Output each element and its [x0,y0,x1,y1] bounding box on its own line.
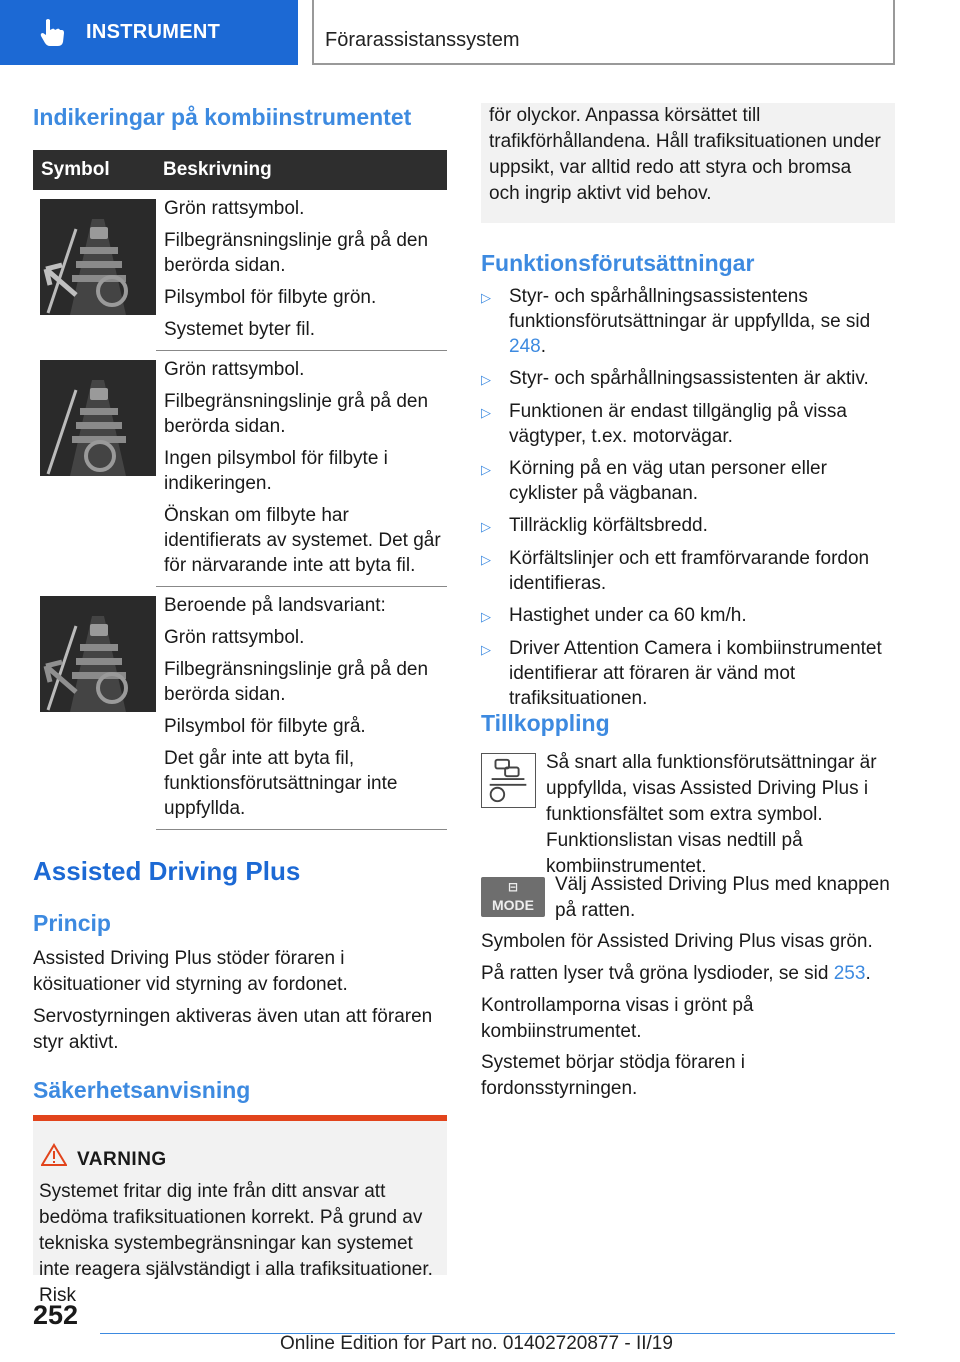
row-line: Det går inte att byta fil, funktionsförutsättningar inte uppfyllda. [164,748,398,819]
header-divider [312,63,895,65]
bullet-triangle-icon: ▷ [481,642,491,657]
warning-continuation [481,103,895,223]
main-heading: Assisted Driving Plus [33,856,301,886]
row-line: Ingen pilsymbol för filbyte i indikeringen. [164,448,388,494]
indicator-table [33,150,447,830]
page-link[interactable]: 253 [833,963,866,984]
warning-triangle-icon [41,1143,67,1167]
list-item: ▷ Funktionen är endast tillgänglig på vissa vägtyper, t.ex. motorvägar. [481,401,847,447]
row-line: Systemet byter fil. [164,319,315,340]
principle-text: Servostyrningen aktiveras även utan att föraren styr aktivt. [33,1006,433,1053]
warning-box [33,1115,447,1306]
list-item: ▷ Körning på en väg utan personer eller cyklister på vägbanan. [481,458,827,504]
switch-text: Symbolen för Assisted Driving Plus visas grön. [481,931,873,952]
bullet-triangle-icon: ▷ [481,462,491,477]
bullet-triangle-icon: ▷ [481,405,491,420]
row-line: Filbegränsningslinje grå på den berörda sidan. [164,391,429,437]
switch-text: Så snart alla funktionsförutsättningar är uppfyllda, visas Assisted Driving Plus i funktionsfältet som extra symbol. Funktionslistan visas nedtill på kombiinstrumentet. [546,752,877,877]
bullet-triangle-icon: ▷ [481,552,491,567]
list-item: ▷ Tillräcklig körfältsbredd. [481,513,895,539]
row-line: Filbegränsningslinje grå på den berörda sidan. [164,230,429,276]
row-line: Grön rattsymbol. [164,627,305,648]
table-heading: Indikeringar på kombiinstrumentet [33,104,412,130]
bullet-triangle-icon: ▷ [481,372,491,387]
bullet-triangle-icon: ▷ [481,609,491,624]
table-header [33,150,447,190]
row-line: Grön rattsymbol. [164,198,305,219]
warning-cont-text: för olyckor. Anpassa körsättet till trafikförhållandena. Håll trafiksituationen under uppsikt, var alltid redo att styra och bromsa och ingrip aktivt vid behov. [489,105,881,204]
table-row [33,351,447,587]
row-line: Grön rattsymbol. [164,359,305,380]
row-line: Filbegränsningslinje grå på den berörda sidan. [164,659,429,705]
row-line: Pilsymbol för filbyte grå. [164,716,366,737]
principle-heading: Princip [33,910,111,936]
switch-text: Systemet börjar stödja föraren i fordonsstyrningen. [481,1052,746,1099]
switch-text: Kontrollamporna visas i grönt på kombiinstrumentet. [481,995,754,1042]
list-item: ▷ Hastighet under ca 60 km/h. [481,603,895,629]
safety-heading: Säkerhetsanvisning [33,1077,251,1103]
row-divider [156,829,447,830]
list-item: ▷ Körfältslinjer och ett framförvarande fordon identifieras. [481,548,870,594]
col-symbol: Symbol [41,159,110,180]
requirements-list [481,284,895,718]
switch-text: Välj Assisted Driving Plus med knappen på ratten. [555,874,890,921]
hand-pointer-icon [38,18,66,48]
row-line: Önskan om filbyte har identifierats av systemet. Det går för närvarande inte att byta fil. [164,505,441,576]
lane-change-grey-arrow-icon [40,596,156,712]
warning-text: Systemet fritar dig inte från ditt ansvar att bedöma trafiksituationen korrekt. På grund av tekniska systembegränsningar kan systemet inte reagera självständigt i alla trafiksituationer. Risk [39,1181,433,1306]
col-description: Beskrivning [163,159,272,180]
row-line: Beroende på landsvariant: [164,595,386,616]
section-tab[interactable] [0,0,298,65]
header-divider [312,0,314,65]
page-link[interactable]: 248 [509,336,541,357]
warning-title: VARNING [77,1149,167,1170]
mode-button-icon: ⊟ MODE [481,877,545,917]
section-tab-label: INSTRUMENT [86,21,221,43]
table-row [33,587,447,830]
page-number: 252 [33,1300,79,1330]
table-row [33,190,447,351]
lane-change-identified-icon [40,360,156,476]
switch-text: På ratten lyser två gröna lysdioder, se sid 253. [481,963,871,984]
func-heading: Funktionsförutsättningar [481,250,755,276]
edition-text: Online Edition for Part no. 01402720877 - II/19 [280,1333,673,1354]
list-item: ▷ Styr- och spårhållningsassistentens funktionsförutsättningar är uppfyllda, se sid 248. [481,286,871,357]
bullet-triangle-icon: ▷ [481,519,491,534]
assisted-driving-icon [481,753,536,808]
list-item: ▷ Styr- och spårhållningsassistenten är aktiv. [481,366,895,392]
lane-change-green-arrow-icon [40,199,156,315]
header-divider [893,0,895,65]
bullet-triangle-icon: ▷ [481,290,491,305]
principle-text: Assisted Driving Plus stöder föraren i kösituationer vid styrning av fordonet. [33,948,348,995]
chapter-title: Förarassistanssystem [325,29,520,51]
mode-label: MODE [492,897,534,913]
row-line: Pilsymbol för filbyte grön. [164,287,377,308]
switch-heading: Tillkoppling [481,710,610,736]
list-item: ▷ Driver Attention Camera i kombiinstrumentet identifierar att föraren är vänd mot trafiksituationen. [481,638,882,709]
